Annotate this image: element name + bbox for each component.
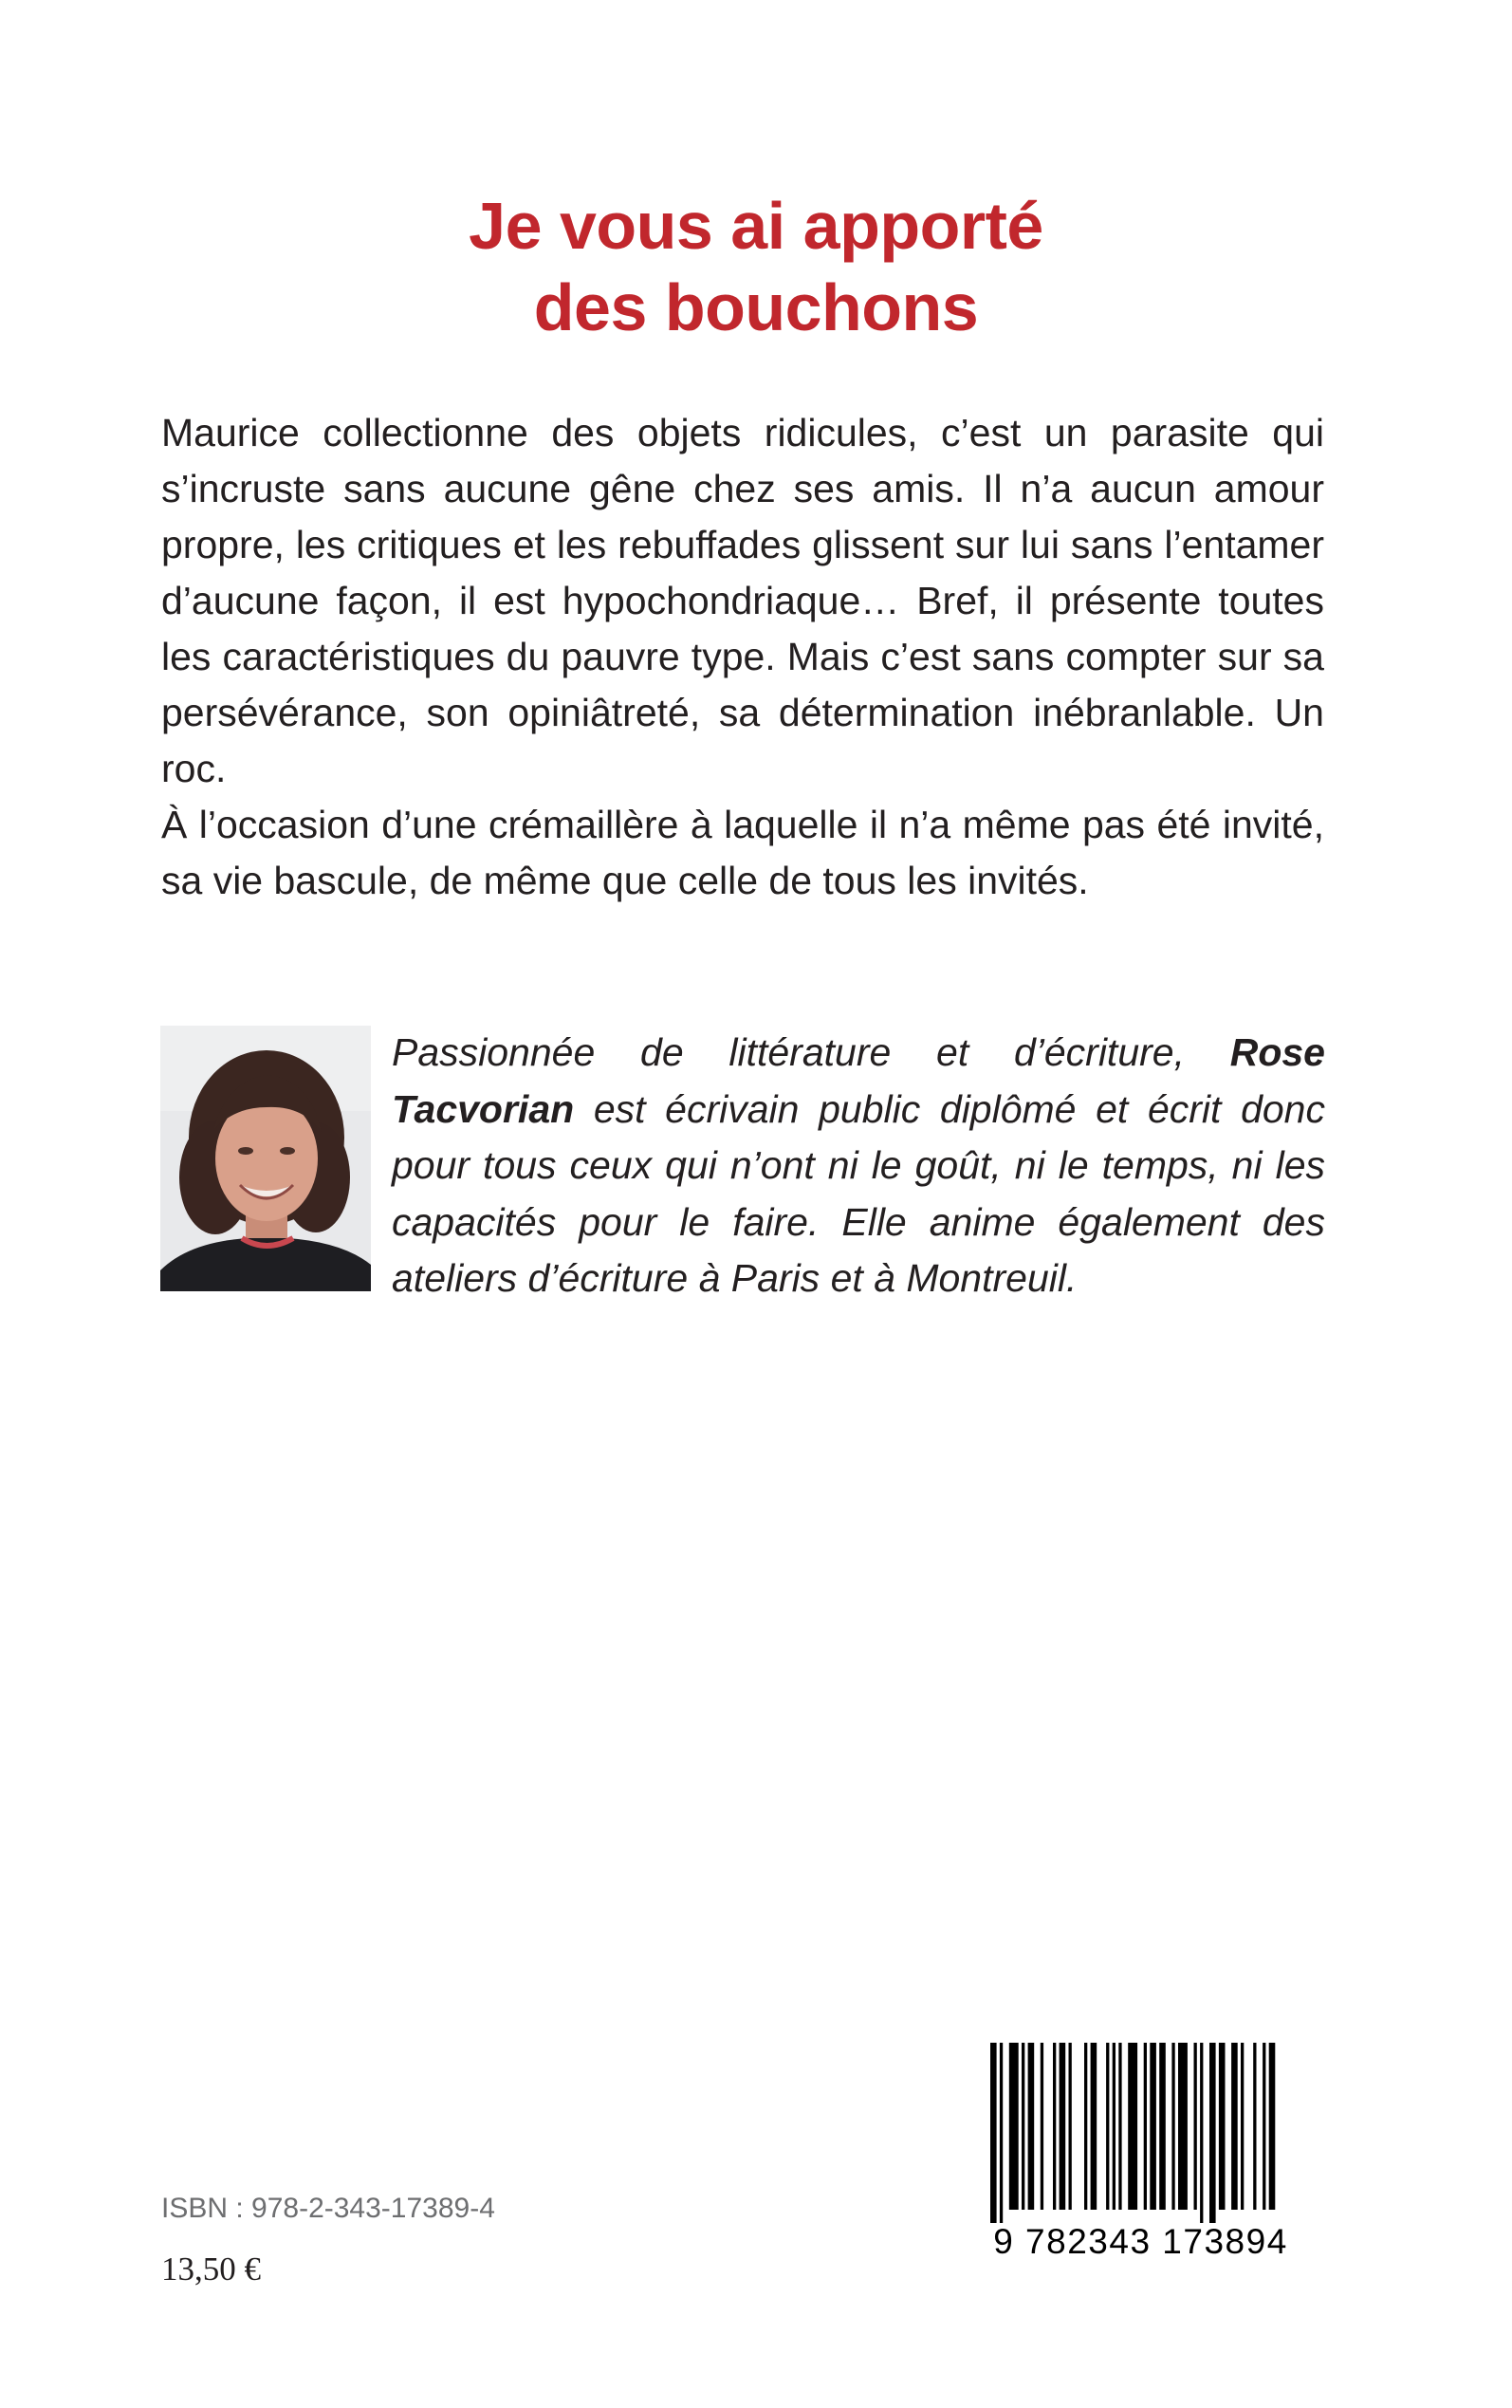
barcode-bar xyxy=(1209,2043,1216,2223)
author-bio-text: est écrivain public diplômé et écrit donc pour tous ceux qui n’ont ni le goût, ni le temps, ni les capacités pour le faire. Elle anime également des ateliers d’écriture à Paris et à Montreuil. xyxy=(392,1086,1325,1300)
book-price: 13,50 € xyxy=(161,2251,261,2288)
author-name: Rose Tacvorian xyxy=(392,1030,1325,1131)
barcode-bar xyxy=(1069,2043,1072,2210)
author-biography xyxy=(392,1025,1325,1307)
book-title-line-1: Je vous ai apporté xyxy=(469,188,1043,263)
book-title-line-2: des bouchons xyxy=(533,269,979,344)
barcode-bar xyxy=(1269,2043,1276,2210)
barcode-bar xyxy=(1091,2043,1097,2210)
barcode-bar xyxy=(1159,2043,1166,2210)
barcode-digits: 9 782343 173894 xyxy=(993,2222,1288,2261)
barcode-bar xyxy=(1053,2043,1056,2210)
barcode-bar xyxy=(1200,2043,1203,2223)
barcode-bar xyxy=(1144,2043,1147,2210)
barcode-bar xyxy=(1171,2043,1174,2210)
barcode-bar xyxy=(1253,2043,1256,2210)
barcode-bar xyxy=(1084,2043,1087,2210)
book-summary xyxy=(161,405,1324,909)
barcode-bar xyxy=(1106,2043,1109,2210)
barcode-bar xyxy=(1194,2043,1197,2210)
summary-paragraph-1: Maurice collectionne des objets ridicules, c’est un parasite qui s’incruste sans aucune gêne chez ses amis. Il n’a aucun amour propre, les critiques et les rebuffades glissent sur lui sans l’entamer d’aucune façon, il est hypochondriaque… Bref, il présente toutes les caractéristiques du pauvre type. Mais c’est sans compter sur sa persévérance, son opiniâtreté, sa détermination inébranlable. Un roc. xyxy=(161,411,1324,790)
barcode-bar xyxy=(1263,2043,1265,2210)
barcode-bar xyxy=(990,2043,997,2223)
barcode-bar xyxy=(1060,2043,1066,2210)
barcode-bar xyxy=(1178,2043,1188,2210)
barcode-bar xyxy=(1241,2043,1244,2210)
barcode-bar xyxy=(1219,2043,1226,2210)
barcode-bar xyxy=(1022,2043,1024,2210)
barcode-bar xyxy=(1009,2043,1019,2210)
book-title xyxy=(0,185,1512,348)
barcode-bar xyxy=(1113,2043,1116,2210)
author-photo xyxy=(160,1026,371,1291)
barcode-bar xyxy=(1000,2043,1003,2223)
barcode-bars xyxy=(988,2043,1282,2223)
summary-paragraph-2: À l’occasion d’une crémaillère à laquelle il n’a même pas été invité, sa vie bascule, de même que celle de tous les invités. xyxy=(161,803,1324,902)
isbn-number: ISBN : 978-2-343-17389-4 xyxy=(161,2193,495,2224)
barcode-bar xyxy=(1231,2043,1238,2210)
author-bio-intro: Passionnée de littérature et d’écriture, xyxy=(392,1030,1185,1074)
barcode-bar xyxy=(1118,2043,1121,2210)
barcode-bar xyxy=(1028,2043,1035,2210)
barcode-bar xyxy=(1041,2043,1043,2210)
barcode-bar xyxy=(1128,2043,1137,2210)
barcode-bar xyxy=(1150,2043,1156,2210)
